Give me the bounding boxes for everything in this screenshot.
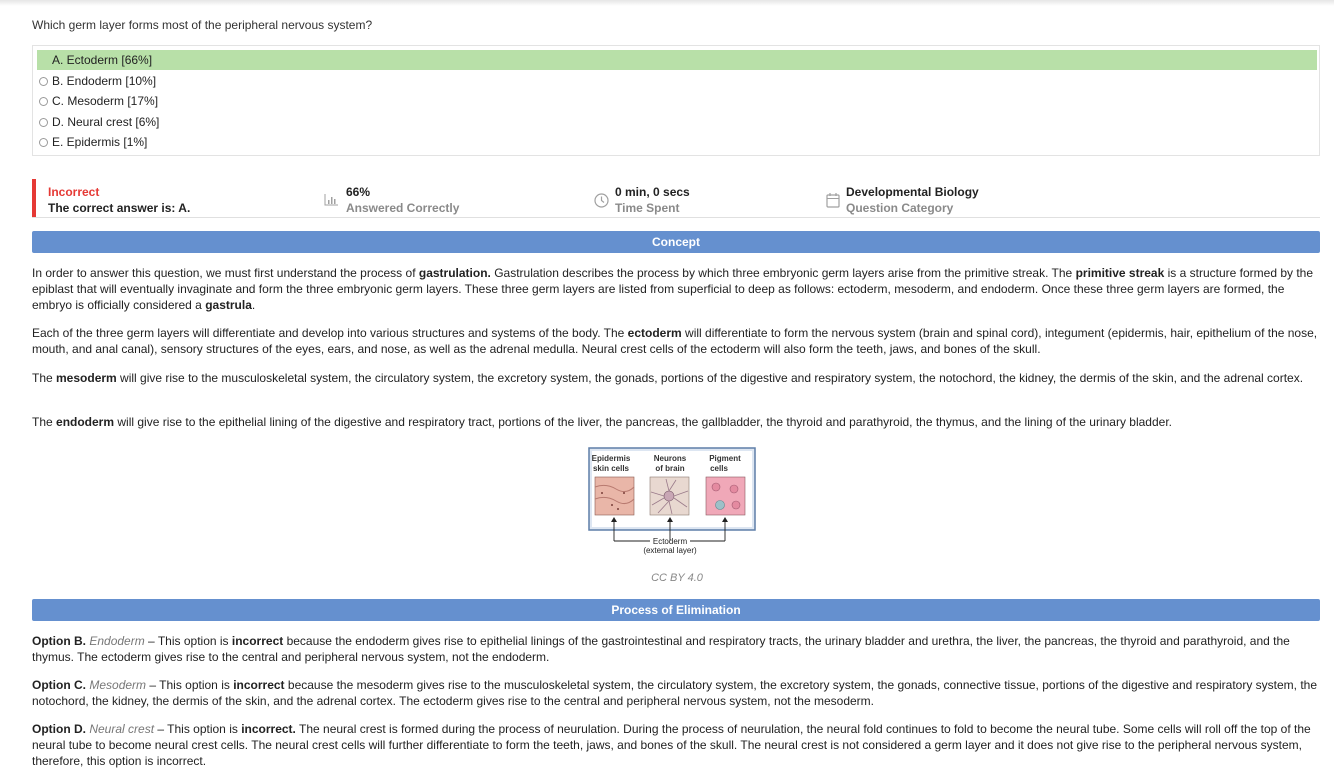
text: . (251, 298, 256, 312)
time-spent-stat (615, 184, 690, 216)
option-label: Option D. (32, 722, 86, 736)
label-external-layer: (external layer) (643, 546, 697, 555)
time-value: 0 min, 0 secs (615, 185, 690, 199)
pigment-cells-image (706, 477, 745, 515)
radio-icon[interactable] (39, 77, 48, 86)
label-ectoderm: Ectoderm (652, 537, 688, 546)
text: In order to answer this question, we must first understand the process of (32, 266, 419, 280)
result-status: Incorrect (48, 185, 100, 199)
skin-cells-image (595, 477, 634, 515)
text: The (32, 415, 57, 429)
concept-paragraph-1 (32, 265, 1320, 313)
ectoderm-diagram (588, 447, 756, 557)
label-neurons: Neurons (653, 454, 687, 463)
bold-text: ectoderm (627, 326, 682, 340)
choice-a[interactable] (37, 50, 1317, 70)
choice-c[interactable] (37, 91, 1317, 111)
image-caption: CC BY 4.0 (651, 572, 703, 584)
label-skin-cells: skin cells (592, 464, 630, 473)
incorrect-indicator (32, 179, 36, 217)
choice-b[interactable] (37, 71, 1317, 91)
text: because the endoderm gives rise to epithelial linings of the gastrointestinal and respiratory tracts, the urinary bladder and urethra, the liver, the pancreas, the thyroid and parathyroid, and the thymus. The ectoderm gives rise to the central and peripheral nervous system, not the endoderm. (32, 634, 1290, 664)
bold-text: gastrulation. (418, 266, 491, 280)
text: – This option is (146, 678, 234, 692)
bold-text: gastrula (205, 298, 252, 312)
calendar-icon (826, 192, 840, 208)
radio-icon[interactable] (39, 97, 48, 106)
category-value: Developmental Biology (846, 185, 979, 199)
concept-paragraph-3 (32, 370, 1320, 386)
correct-answer-text: The correct answer is: A. (48, 201, 191, 215)
text: – This option is (144, 634, 232, 648)
option-name: Mesoderm (89, 678, 147, 692)
result-summary (48, 184, 190, 216)
option-name: Endoderm (89, 634, 145, 648)
answer-choices (32, 45, 1320, 156)
text: because the mesoderm gives rise to the musculoskeletal system, the circulatory system, the excretory system, the gonads, connective tissue, portions of the digestive and respiratory system, the notochord, the kidney, the dermis of the skin, and the adrenal cortex. The ectoderm gives rise to the central and peripheral nervous system, not the mesoderm. (32, 678, 1318, 708)
text: Gastrulation describes the process by which three embryonic germ layers arise from the primitive streak. The (490, 266, 1076, 280)
text: is a structure formed by the epiblast that will eventually invaginate and form the three embryonic germ layers. These three germ layers are listed from superficial to deep as follows: ectoderm, mesoderm, and endoderm. Once these three germ layers are formed, the embryo is officially considered a (32, 266, 1314, 312)
text: Each of the three germ layers will differentiate and develop into various structures and systems of the body. The (32, 326, 628, 340)
option-name: Neural crest (89, 722, 155, 736)
percent-label: Answered Correctly (346, 201, 460, 215)
text: will give rise to the musculoskeletal system, the circulatory system, the excretory system, the gonads, portions of the digestive and respiratory system, the notochord, the kidney, the dermis of the skin, and the adrenal cortex. (116, 371, 1304, 385)
concept-header: Concept (32, 231, 1320, 253)
choice-label: A. Ectoderm [66%] (52, 53, 153, 67)
concept-paragraph-4 (32, 414, 1320, 430)
question-text: Which germ layer forms most of the peripheral nervous system? (32, 18, 373, 32)
question-category-stat (846, 184, 979, 216)
option-b-explanation (32, 633, 1320, 665)
text: The neural crest is formed during the process of neurulation. During the process of neurulation, the neural fold continues to fold to become the neural tube. Some cells will roll off the top of the neural tube to become neural crest cells. The neural crest cells will further differentiate to form the teeth, jaws, and bones of the skull. The neural crest is not considered a germ layer and it does not give rise to the peripheral nervous system, therefore, this option is incorrect. (32, 722, 1311, 768)
bold-text: incorrect (233, 678, 285, 692)
category-label: Question Category (846, 201, 954, 215)
label-of-brain: of brain (655, 464, 685, 473)
option-d-explanation (32, 721, 1320, 769)
label-pigment: Pigment (709, 454, 741, 463)
choice-d[interactable] (37, 112, 1317, 132)
answered-correctly-stat (346, 184, 459, 216)
option-label: Option B. (32, 634, 86, 648)
concept-paragraph-2 (32, 325, 1320, 357)
choice-label: C. Mesoderm [17%] (52, 94, 159, 108)
top-shadow (0, 0, 1334, 6)
radio-icon[interactable] (39, 118, 48, 127)
bold-text: primitive streak (1075, 266, 1165, 280)
bold-text: incorrect (231, 634, 284, 648)
label-epidermis: Epidermis (591, 454, 631, 463)
text: The (32, 371, 57, 385)
text: – This option is (154, 722, 242, 736)
choice-label: D. Neural crest [6%] (52, 115, 160, 129)
label-cells: cells (710, 464, 728, 473)
option-c-explanation (32, 677, 1320, 709)
bold-text: mesoderm (56, 371, 117, 385)
choice-label: B. Endoderm [10%] (52, 74, 157, 88)
percent-value: 66% (346, 185, 371, 199)
text: will differentiate to form the nervous system (brain and spinal cord), integument (epidermis, hair, epithelium of the nose, mouth, and anal canal), sensory structures of the eyes, ears, and nose, as well as the adrenal medulla. Neural crest cells of the ectoderm will also form the teeth, jaws, and bones of the skull. (32, 326, 1318, 356)
bold-text: incorrect. (241, 722, 296, 736)
elimination-header: Process of Elimination (32, 599, 1320, 621)
clock-icon (594, 193, 609, 208)
text: will give rise to the epithelial lining of the digestive and respiratory tract, portions of the liver, the pancreas, the gallbladder, the thyroid and parathyroid, the thymus, and the lining of the urinary bladder. (114, 415, 1172, 429)
choice-label: E. Epidermis [1%] (52, 135, 148, 149)
result-stats (32, 179, 1320, 218)
radio-icon[interactable] (39, 138, 48, 147)
time-label: Time Spent (615, 201, 680, 215)
option-label: Option C. (32, 678, 86, 692)
bold-text: endoderm (56, 415, 115, 429)
bar-chart-icon (324, 193, 339, 206)
choice-e[interactable] (37, 132, 1317, 152)
